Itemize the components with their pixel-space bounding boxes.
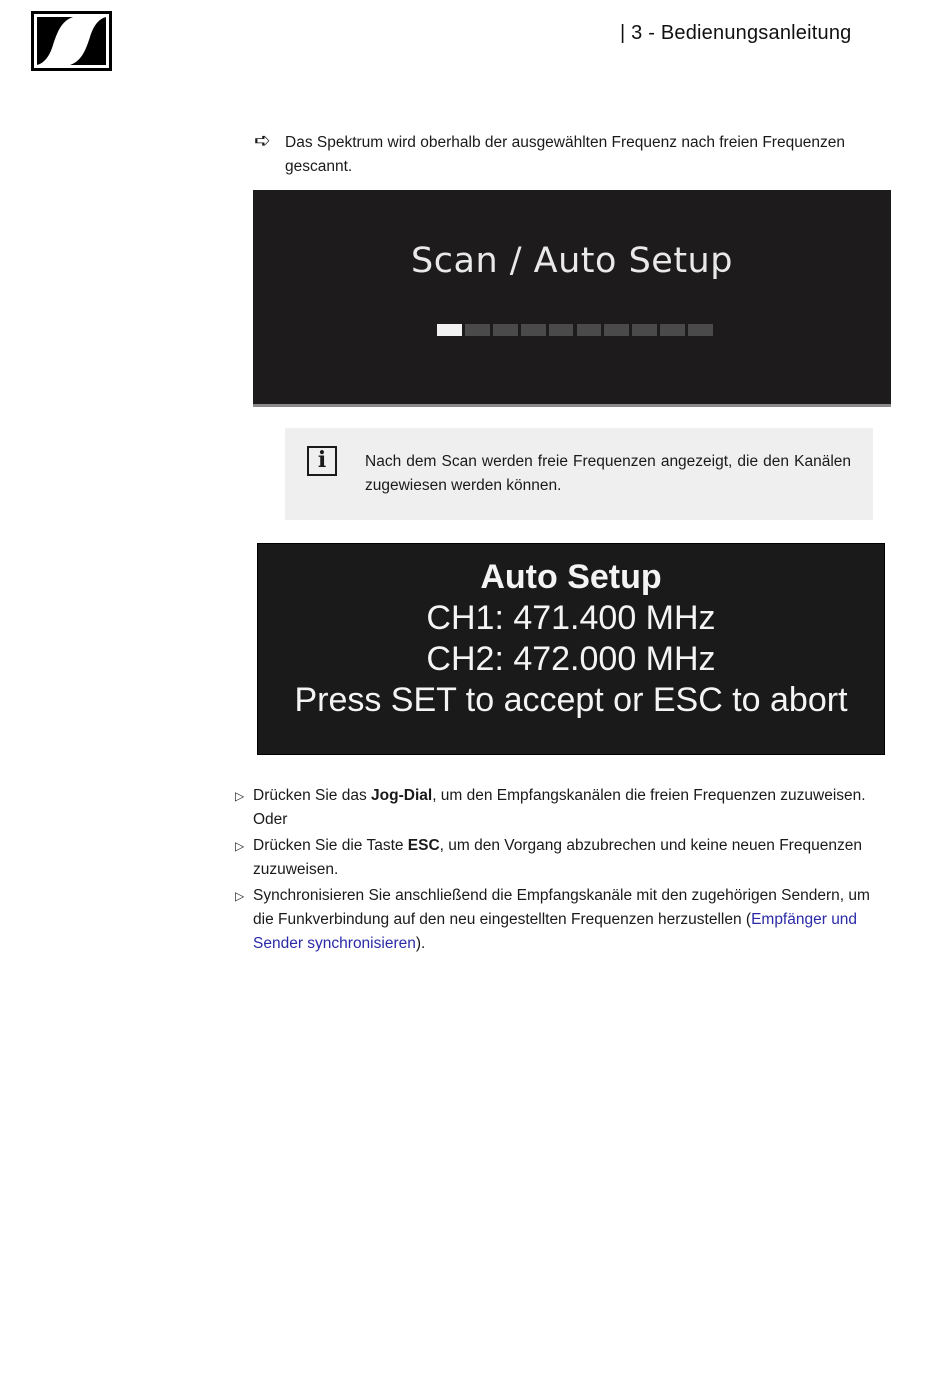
auto-setup-screen-display xyxy=(257,543,885,755)
info-text: Nach dem Scan werden freie Frequenzen angezeigt, die den Kanälen zugewiesen werden können. xyxy=(365,453,851,494)
progress-segment xyxy=(549,324,574,336)
step-item xyxy=(235,834,875,882)
progress-segment xyxy=(465,324,490,336)
progress-segment xyxy=(437,324,462,336)
progress-segment xyxy=(660,324,685,336)
step-item xyxy=(235,784,875,832)
progress-segment xyxy=(604,324,629,336)
result-line xyxy=(254,131,854,179)
step-keyword: Jog-Dial xyxy=(371,787,433,804)
step-text: Drücken Sie die Taste xyxy=(253,837,408,854)
step-triangle-icon: ▷ xyxy=(235,889,245,903)
progress-segment xyxy=(632,324,657,336)
channel-1-frequency: CH1: 471.400 MHz xyxy=(426,599,716,637)
step-text: , um den Empfangskanälen die freien Frequenzen zuzuweisen. xyxy=(432,787,866,804)
progress-segment xyxy=(577,324,602,336)
step-triangle-icon: ▷ xyxy=(235,839,245,853)
sennheiser-logo-icon xyxy=(31,11,112,71)
step-keyword: ESC xyxy=(407,837,440,854)
right-arrow-icon: ➪ xyxy=(254,130,271,152)
progress-segment xyxy=(521,324,546,336)
info-icon: i xyxy=(307,446,337,476)
progress-segment xyxy=(493,324,518,336)
progress-segment xyxy=(688,324,713,336)
scan-screen-display xyxy=(253,190,891,407)
step-text: , um den Vorgang abzubrechen und keine neuen Frequenzen zuzuweisen. xyxy=(253,837,862,878)
scan-screen-title: Scan / Auto Setup xyxy=(411,241,733,281)
result-text: Das Spektrum wird oberhalb der ausgewählten Frequenz nach freien Frequenzen gescannt. xyxy=(285,134,846,175)
step-triangle-icon: ▷ xyxy=(235,789,245,803)
step-item xyxy=(235,884,875,956)
sync-link[interactable]: Empfänger und Sender synchronisieren xyxy=(253,911,858,952)
instruction-steps xyxy=(235,784,875,958)
page-header-title: | 3 - Bedienungsanleitung xyxy=(620,22,852,44)
step-text: ). xyxy=(415,935,426,952)
step-text: Synchronisieren Sie anschließend die Empfangskanäle mit den zugehörigen Sendern, um die Funkverbindung auf den neu eingestellten Frequenzen herzustellen ( xyxy=(253,887,870,928)
channel-2-frequency: CH2: 472.000 MHz xyxy=(426,640,716,678)
auto-setup-prompt: Press SET to accept or ESC to abort xyxy=(294,681,848,719)
scan-progress-bar xyxy=(437,324,713,336)
step-text: Drücken Sie das xyxy=(253,787,372,804)
info-note xyxy=(285,428,873,520)
step-alternative: Oder xyxy=(253,811,288,828)
auto-setup-title: Auto Setup xyxy=(480,558,662,596)
